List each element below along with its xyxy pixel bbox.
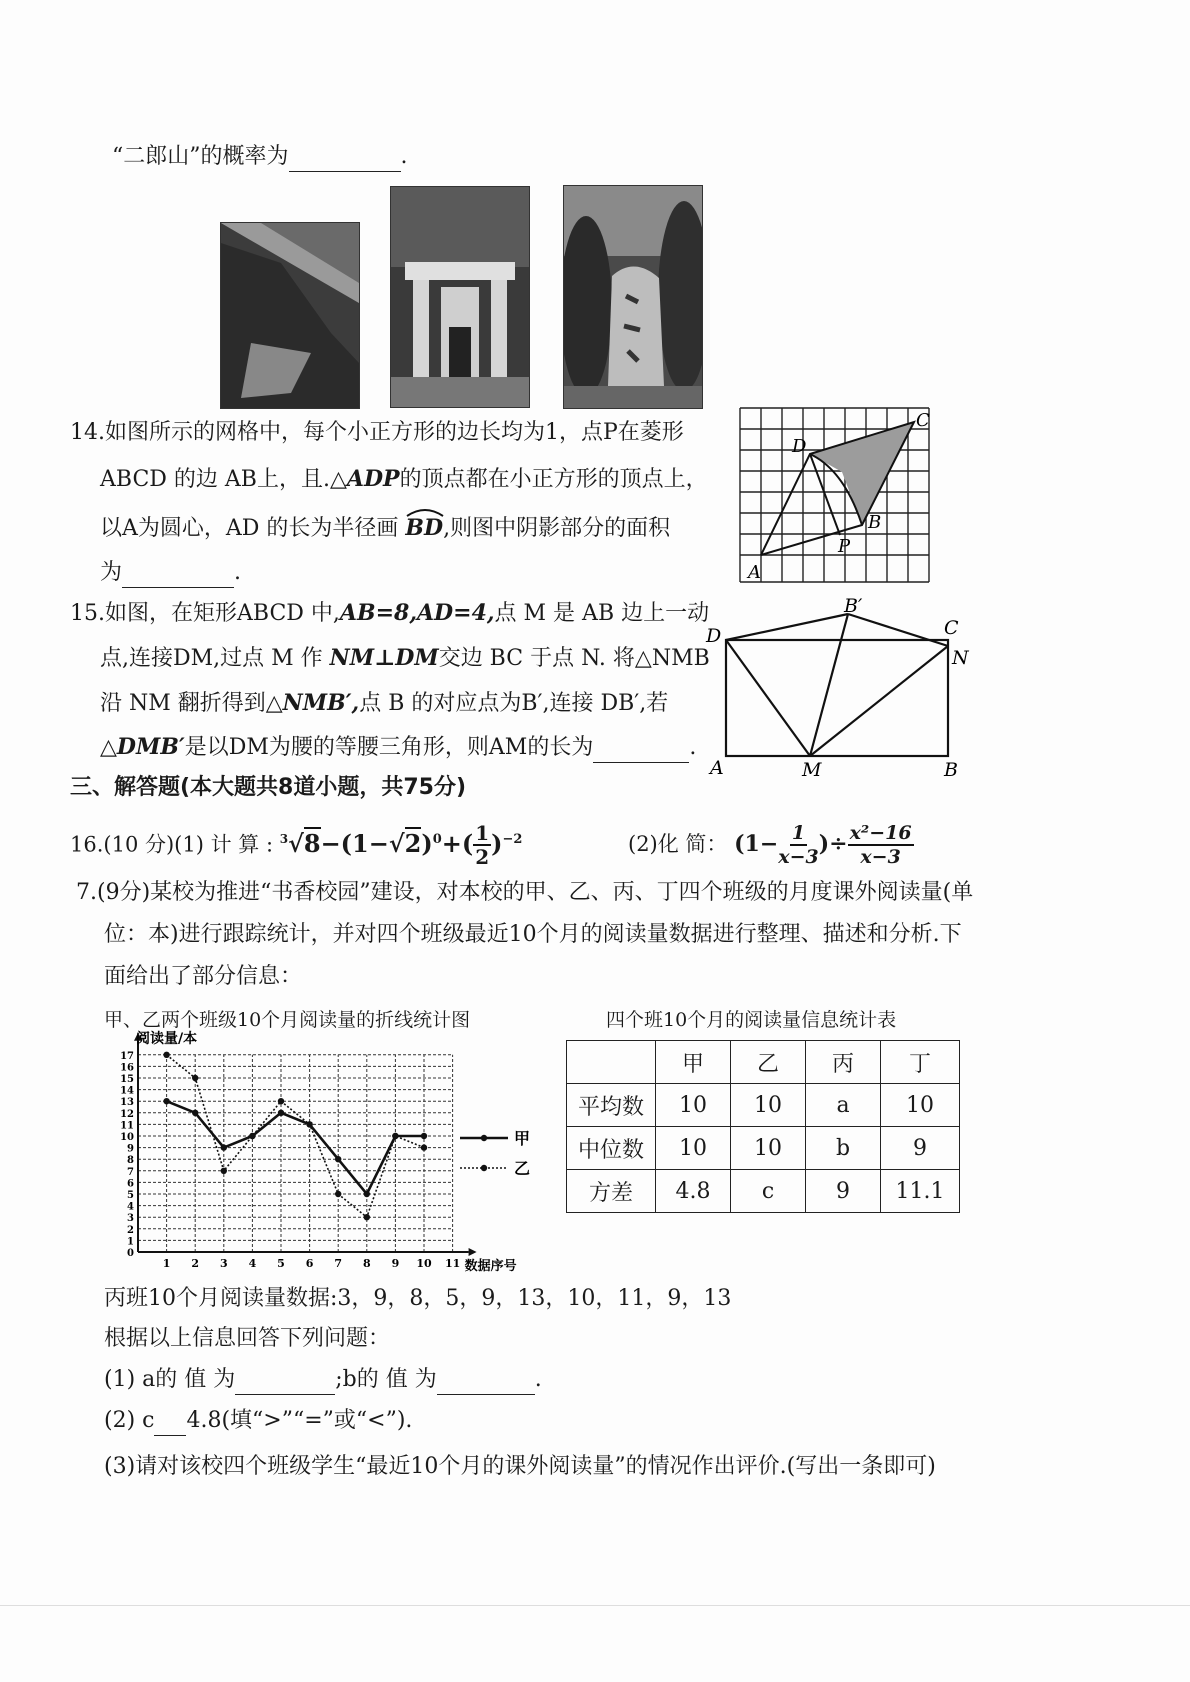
table-cell: 丙: [806, 1041, 881, 1084]
answer-blank: [154, 1411, 186, 1436]
y-tick-label: 16: [120, 1062, 134, 1074]
table-header-row: [567, 1041, 960, 1084]
point-label-b: B: [944, 759, 958, 781]
table-row: [567, 1170, 960, 1213]
arc-bd: BD: [405, 513, 443, 543]
table-row: [567, 1127, 960, 1170]
answer-blank: [122, 563, 234, 588]
y-tick-label: 6: [127, 1178, 134, 1190]
data-point: [421, 1144, 427, 1150]
point-label-d: D: [792, 436, 807, 457]
q17-line3: 面给出了部分信息：: [104, 964, 303, 989]
table-cell: 甲: [656, 1041, 731, 1084]
x-tick-label: 10: [416, 1257, 432, 1270]
y-tick-label: 3: [127, 1213, 134, 1225]
table-caption: 四个班10个月的阅读量信息统计表: [606, 1009, 897, 1031]
q15-line3: 沿 NM 翻折得到△NMB′,点 B 的对应点为B′,连接 DB′,若: [100, 690, 669, 716]
q14-line4: 为 .: [100, 558, 241, 588]
section-heading: 三、解答题(本大题共8道小题，共75分): [70, 775, 467, 800]
x-tick-label: 3: [219, 1257, 228, 1270]
x-tick-label: 11: [444, 1257, 461, 1270]
q16-part1: 16.(10 分)(1) 计 算 : $^3√8-(1-√2)^0+$( $\frac{1}{2}$ )$^{-2}$: [70, 821, 523, 869]
photo-gate: [390, 186, 530, 408]
q15-line2: 点,连接DM,过点 M 作 NM⊥DM交边 BC 于点 N. 将△NMB: [100, 645, 710, 671]
stats-table: [566, 1040, 960, 1213]
q13-line: “二郎山”的概率为 .: [112, 142, 408, 172]
data-point: [221, 1168, 227, 1174]
y-tick-label: 1: [127, 1236, 134, 1248]
x-tick-label: 7: [334, 1257, 343, 1270]
q17-sub2: (2) c 4.8(填“>”“=”或“<”).: [104, 1406, 412, 1436]
legend-marker: [481, 1135, 487, 1141]
y-tick-label: 15: [120, 1074, 134, 1085]
table-cell: c: [731, 1170, 806, 1213]
chart-caption: 甲、乙两个班级10个月阅读量的折线统计图: [104, 1009, 471, 1031]
y-tick-label: 13: [120, 1097, 134, 1109]
q15-line1: 15.如图，在矩形ABCD 中,AB=8,AD=4,点 M 是 AB 边上一动: [70, 600, 710, 626]
y-tick-label: 4: [127, 1201, 134, 1213]
data-point: [163, 1098, 169, 1104]
q15-line4: △DMB′是以DM为腰的等腰三角形，则AM的长为 .: [100, 732, 696, 763]
point-label-n: N: [952, 647, 969, 669]
table-cell: 9: [881, 1127, 960, 1170]
x-tick-label: 4: [248, 1257, 257, 1270]
legend-marker: [481, 1165, 487, 1171]
table-cell: 乙: [731, 1041, 806, 1084]
x-tick-label: 2: [191, 1257, 200, 1270]
y-tick-label: 0: [127, 1248, 134, 1259]
data-point: [192, 1075, 198, 1081]
point-label-c: C: [916, 410, 930, 431]
data-point: [335, 1191, 341, 1197]
table-cell: 4.8: [656, 1170, 731, 1213]
table-cell: 11.1: [881, 1170, 960, 1213]
y-tick-label: 9: [127, 1143, 134, 1155]
table-cell: 中位数: [567, 1127, 656, 1170]
data-point: [278, 1098, 284, 1104]
table-row: [567, 1084, 960, 1127]
x-axis-arrow: [469, 1248, 477, 1256]
table-cell: 丁: [881, 1041, 960, 1084]
y-tick-label: 2: [127, 1224, 134, 1236]
data-point: [364, 1214, 370, 1220]
y-tick-label: 11: [120, 1120, 134, 1132]
x-tick-label: 1: [162, 1257, 171, 1270]
photo-stone: [563, 185, 703, 409]
x-tick-label: 8: [362, 1257, 371, 1270]
data-point: [392, 1133, 398, 1139]
x-axis-label: 数据序号: [464, 1259, 517, 1274]
y-tick-label: 17: [120, 1050, 134, 1062]
q14-line3: 以A为圆心，AD 的长为半径画 BD ,则图中阴影部分的面积: [100, 513, 670, 544]
table-cell: 9: [806, 1170, 881, 1213]
q17-line1: 7.(9分)某校为推进“书香校园”建设，对本校的甲、乙、丙、丁四个班级的月度课外阅读量(单: [76, 880, 974, 905]
data-point: [221, 1144, 227, 1150]
data-point: [163, 1052, 169, 1058]
answer-blank: [437, 1370, 535, 1395]
y-tick-label: 5: [127, 1190, 134, 1201]
q17-sub3: (3)请对该校四个班级学生“最近10个月的课外阅读量”的情况作出评价.(写出一条即可): [104, 1454, 936, 1479]
legend-label: 乙: [514, 1159, 531, 1178]
table-cell: a: [806, 1084, 881, 1127]
y-tick-label: 7: [127, 1166, 134, 1178]
q17-sub1: (1) a的 值 为 ;b的 值 为 .: [104, 1365, 542, 1395]
class-bing-data: 丙班10个月阅读量数据:3，9，8，5，9，13，10，11，9，13: [104, 1286, 732, 1311]
answer-blank: [235, 1370, 335, 1395]
answer-blank: [593, 738, 689, 763]
data-point: [335, 1156, 341, 1162]
x-tick-label: 6: [305, 1257, 314, 1270]
table-cell: b: [806, 1127, 881, 1170]
point-label-p: P: [838, 536, 851, 557]
cube-root-expression: $^3√8-(1-√2)^0+$( $\frac{1}{2}$ )$^{-2}$: [279, 821, 523, 869]
point-label-a: A: [710, 757, 724, 779]
q17-prompt: 根据以上信息回答下列问题：: [104, 1326, 391, 1351]
y-tick-label: 10: [120, 1132, 134, 1143]
y-tick-label: 12: [120, 1108, 134, 1120]
table-cell: 10: [656, 1084, 731, 1127]
table-cell: 10: [656, 1127, 731, 1170]
line-chart: [100, 1030, 540, 1275]
y-axis-label: 阅读量/本: [136, 1030, 198, 1047]
point-label-a: A: [748, 562, 761, 583]
answer-blank: [289, 147, 401, 172]
photo-cliff: [220, 222, 360, 409]
data-point: [249, 1133, 255, 1139]
q14-line2: ABCD 的边 AB上，且.△ADP的顶点都在小正方形的顶点上，: [100, 466, 708, 492]
table-cell: 方差: [567, 1170, 656, 1213]
q14-line1: 14.如图所示的网格中，每个小正方形的边长均为1，点P在菱形: [70, 420, 684, 445]
q15-rect-figure: [700, 594, 980, 786]
point-label-b-prime: B′: [844, 595, 863, 617]
page-bottom-divider: [0, 1605, 1190, 1606]
x-tick-label: 5: [277, 1257, 285, 1270]
data-point: [421, 1133, 427, 1139]
q14-grid-figure: [732, 400, 940, 586]
table-cell: [567, 1041, 656, 1084]
q16-part2: (2)化 简： (1− $\frac{1}{x-3}$ )÷ $\frac{\text{x²−16}}{x-3}$: [628, 822, 912, 868]
q17-line2: 位：本)进行跟踪统计，并对四个班级最近10个月的阅读量数据进行整理、描述和分析.下: [104, 922, 962, 947]
point-label-m: M: [802, 759, 822, 781]
table-cell: 平均数: [567, 1084, 656, 1127]
table-cell: 10: [731, 1084, 806, 1127]
y-tick-label: 8: [127, 1155, 134, 1167]
legend-label: 甲: [514, 1129, 531, 1148]
data-point: [192, 1110, 198, 1116]
point-label-b: B: [868, 512, 882, 533]
table-cell: 10: [731, 1127, 806, 1170]
data-point: [306, 1121, 312, 1127]
data-point: [364, 1191, 370, 1197]
point-label-d: D: [706, 625, 722, 647]
data-point: [278, 1110, 284, 1116]
y-tick-label: 14: [120, 1085, 134, 1097]
point-label-c: C: [944, 617, 959, 639]
x-tick-label: 9: [391, 1257, 400, 1270]
table-cell: 10: [881, 1084, 960, 1127]
